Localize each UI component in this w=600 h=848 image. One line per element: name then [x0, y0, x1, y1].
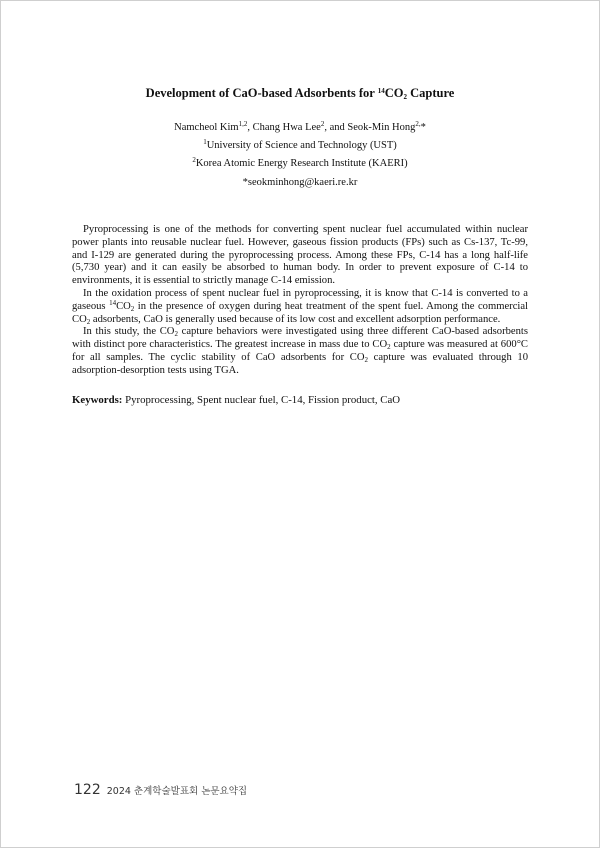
paper-title: Development of CaO-based Adsorbents for $^{14}CO_2$ Capture	[145, 86, 455, 101]
author-name: Seok-Min Hong	[347, 122, 416, 133]
affiliation-2: $^2$Korea Atomic Energy Research Institute (KAERI)	[192, 156, 408, 169]
keywords-label: Keywords:	[72, 394, 123, 406]
abstract-body	[72, 224, 528, 378]
abstract-paragraph-2: In the oxidation process of spent nuclear fuel in pyroprocessing, it is know that C-14 is converted to a gaseous $^{14}CO_2$ in the presence of oxygen during heat treatment of the spent fuel. Among the commercial $CO_2$ adsorbents, CaO is generally used because of its low cost and excellent adsorption performance.	[72, 287, 528, 326]
affiliation-1: $^1$University of Science and Technology (UST)	[203, 138, 397, 151]
conference-name: 2024 춘계학술발표회 논문요약집	[106, 786, 248, 797]
abstract-paragraph-3: In this study, the $CO_2$ capture behaviors were investigated using three different CaO-based adsorbents with distinct pore characteristics. The greatest increase in mass due to $CO_2$ capture was measured at 600°C for all samples. The cyclic stability of CaO adsorbents for $CO_2$ capture was evaluated through 10 adsorption-desorption tests using TGA.	[72, 326, 529, 376]
author-name: Namcheol Kim	[174, 122, 239, 133]
author-name: Chang Hwa Lee	[252, 122, 321, 133]
page-number: 122	[74, 782, 101, 798]
abstract-paragraph-1: Pyroprocessing is one of the methods for converting spent nuclear fuel accumulated within nuclear power plants into reusable nuclear fuel. However, gaseous fission products (FPs) such as Cs-137, Tc-99, and I-129 are generated during the pyroprocessing process. Among these FPs, C-14 has a long half-life (5,730 year) and it can easily be absorbed to human body. In order to prevent exposure of C-14 to environments, it is essential to strictly manage C-14 emission.	[72, 224, 528, 287]
author-list: Namcheol Kim$^{1,2}$, Chang Hwa Lee$^2$, and Seok-Min Hong$^{2,}$*	[174, 120, 426, 133]
keywords-line	[72, 394, 528, 406]
page-footer	[74, 779, 247, 798]
corresponding-email: *seokminhong@kaeri.re.kr	[242, 177, 358, 188]
keywords-list: Pyroprocessing, Spent nuclear fuel, C-14, Fission product, CaO	[122, 394, 401, 406]
